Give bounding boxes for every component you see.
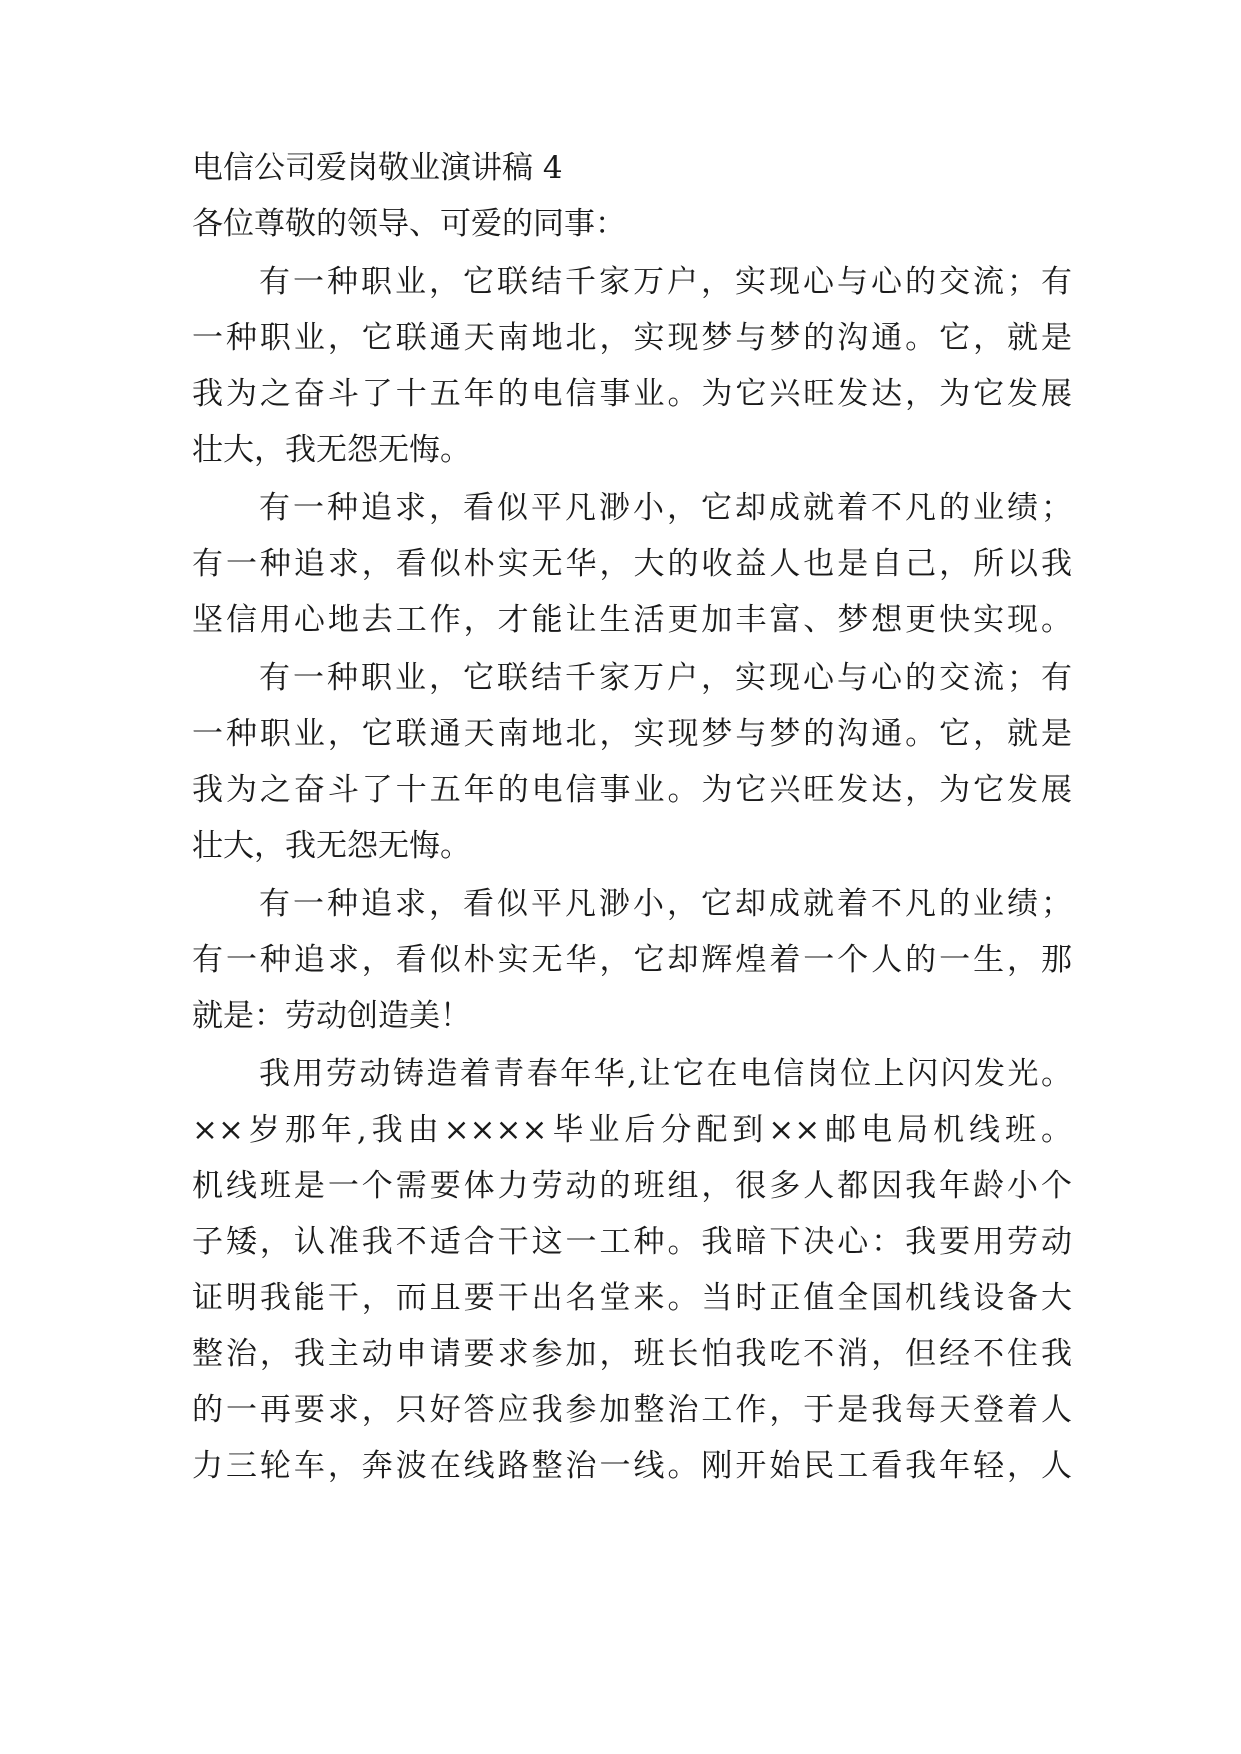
paragraph-line: 就是：劳动创造美！	[192, 998, 471, 1034]
paragraph-line: 壮大，我无怨无悔。	[192, 432, 471, 468]
paragraph-line: 坚信用心地去工作，才能让生活更加丰富、梦想更快实现。	[192, 602, 1072, 638]
paragraph-line: 我用劳动铸造着青春年华,让它在电信岗位上闪闪发光。	[259, 1056, 1072, 1092]
paragraph-line: 证明我能干，而且要干出名堂来。当时正值全国机线设备大	[192, 1280, 1072, 1316]
paragraph-line: ××岁那年,我由××××毕业后分配到××邮电局机线班。	[192, 1112, 1072, 1148]
paragraph-line: 我为之奋斗了十五年的电信事业。为它兴旺发达，为它发展	[192, 772, 1072, 808]
paragraph-line: 整治，我主动申请要求参加，班长怕我吃不消，但经不住我	[192, 1336, 1072, 1372]
paragraph-line: 有一种职业，它联结千家万户，实现心与心的交流；有	[259, 264, 1072, 300]
paragraph-line: 壮大，我无怨无悔。	[192, 828, 471, 864]
paragraph-line: 我为之奋斗了十五年的电信事业。为它兴旺发达，为它发展	[192, 376, 1072, 412]
paragraph-line: 力三轮车，奔波在线路整治一线。刚开始民工看我年轻，人	[192, 1448, 1072, 1484]
paragraph-line: 有一种追求，看似平凡渺小，它却成就着不凡的业绩；	[259, 886, 1072, 922]
paragraph-line: 的一再要求，只好答应我参加整治工作，于是我每天登着人	[192, 1392, 1072, 1428]
document-title: 电信公司爱岗敬业演讲稿 4	[192, 150, 563, 186]
paragraph-line: 有一种追求，看似平凡渺小，它却成就着不凡的业绩；	[259, 490, 1072, 526]
paragraph-line: 有一种追求，看似朴实无华，大的收益人也是自己，所以我	[192, 546, 1072, 582]
paragraph-line: 一种职业，它联通天南地北，实现梦与梦的沟通。它，就是	[192, 716, 1072, 752]
paragraph-line: 一种职业，它联通天南地北，实现梦与梦的沟通。它，就是	[192, 320, 1072, 356]
paragraph-line: 机线班是一个需要体力劳动的班组，很多人都因我年龄小个	[192, 1168, 1072, 1204]
paragraph-line: 有一种职业，它联结千家万户，实现心与心的交流；有	[259, 660, 1072, 696]
salutation: 各位尊敬的领导、可爱的同事：	[192, 206, 626, 242]
paragraph-line: 子矮，认准我不适合干这一工种。我暗下决心：我要用劳动	[192, 1224, 1072, 1260]
paragraph-line: 有一种追求，看似朴实无华，它却辉煌着一个人的一生，那	[192, 942, 1072, 978]
